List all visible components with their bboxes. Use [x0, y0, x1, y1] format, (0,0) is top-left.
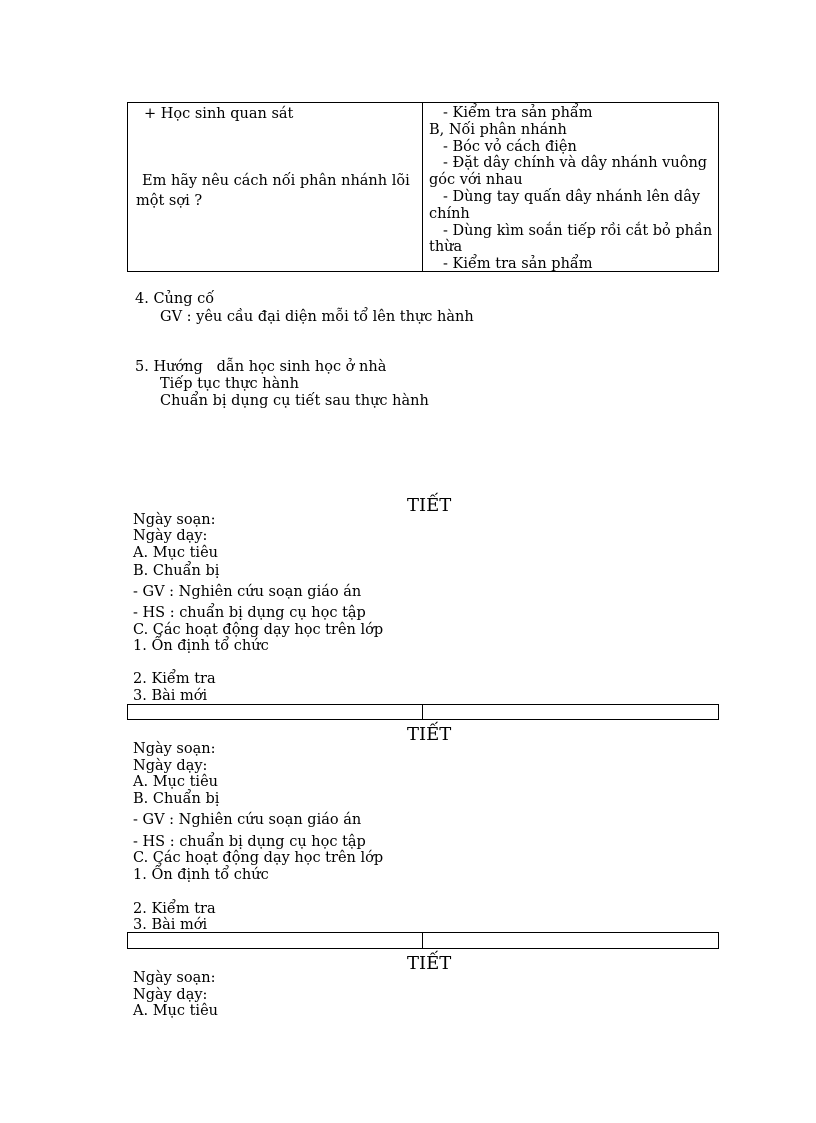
lesson1-muc-tieu: A. Mục tiêu: [133, 545, 218, 561]
activity-table-left-cell: [127, 102, 423, 272]
section5-line1: Tiếp tục thực hành: [160, 376, 299, 392]
right-line-7: chính: [429, 205, 470, 222]
lesson1-bai-moi: 3. Bài mới: [133, 688, 208, 704]
lesson1-kiem-tra: 2. Kiểm tra: [133, 671, 216, 687]
section5-heading: 5. Hướng dẫn học sinh học ở nhà: [135, 359, 387, 375]
teacher-note-observe: + Học sinh quan sát: [144, 106, 294, 122]
lesson2-kiem-tra: 2. Kiểm tra: [133, 901, 216, 917]
section4-line1: GV : yêu cầu đại diện mỗi tổ lên thực hành: [160, 309, 474, 325]
lesson3-title: TIẾT: [407, 953, 452, 974]
right-line-4: - Đặt dây chính và dây nhánh vuông: [443, 155, 708, 172]
lesson2-ngay-soan: Ngày soạn:: [133, 741, 216, 757]
lesson1-gv: - GV : Nghiên cứu soạn giáo án: [133, 584, 362, 600]
lesson2-hs: - HS : chuẩn bị dụng cụ học tập: [133, 834, 366, 850]
lesson1-title: TIẾT: [407, 495, 452, 516]
lesson1-ngay-soan: Ngày soạn:: [133, 512, 216, 528]
lesson1-ngay-day: Ngày dạy:: [133, 528, 208, 544]
lesson3-ngay-soan: Ngày soạn:: [133, 970, 216, 986]
lesson2-ngay-day: Ngày dạy:: [133, 758, 208, 774]
section5-line2: Chuẩn bị dụng cụ tiết sau thực hành: [160, 393, 429, 409]
right-line-9: thừa: [429, 239, 463, 256]
lesson2-hoat-dong: C. Các hoạt động dạy học trên lớp: [133, 850, 384, 866]
lesson2-table-left: [127, 932, 423, 949]
lesson1-table-left: [127, 704, 423, 720]
right-line-8: - Dùng kìm soắn tiếp rồi cắt bỏ phần: [443, 222, 713, 239]
right-line-5: góc với nhau: [429, 172, 523, 189]
lesson1-hoat-dong: C. Các hoạt động dạy học trên lớp: [133, 622, 384, 638]
section4-heading: 4. Củng cố: [135, 291, 215, 307]
activity-table-right-cell: [422, 102, 719, 272]
teacher-question-line2: một sợi ?: [136, 193, 203, 209]
lesson2-table-right: [422, 932, 719, 949]
lesson2-chuan-bi: B. Chuẩn bị: [133, 791, 220, 807]
right-line-3: - Bóc vỏ cách điện: [443, 138, 577, 155]
right-line-2: B, Nối phân nhánh: [429, 121, 567, 138]
right-line-6: - Dùng tay quấn dây nhánh lên dây: [443, 188, 701, 205]
lesson2-bai-moi: 3. Bài mới: [133, 917, 208, 933]
lesson1-table-right: [422, 704, 719, 720]
lesson1-on-dinh: 1. Ổn định tổ chức: [133, 638, 269, 654]
lesson1-hs: - HS : chuẩn bị dụng cụ học tập: [133, 605, 366, 621]
right-line-1: - Kiểm tra sản phẩm: [443, 105, 593, 121]
lesson3-ngay-day: Ngày dạy:: [133, 987, 208, 1003]
lesson2-muc-tieu: A. Mục tiêu: [133, 774, 218, 790]
teacher-question-line1: Em hãy nêu cách nối phân nhánh lõi: [142, 173, 410, 189]
lesson2-title: TIẾT: [407, 724, 452, 745]
lesson2-gv: - GV : Nghiên cứu soạn giáo án: [133, 812, 362, 828]
lesson2-on-dinh: 1. Ổn định tổ chức: [133, 867, 269, 883]
lesson1-chuan-bi: B. Chuẩn bị: [133, 563, 220, 579]
right-line-10: - Kiểm tra sản phẩm: [443, 256, 593, 273]
lesson3-muc-tieu: A. Mục tiêu: [133, 1003, 218, 1019]
